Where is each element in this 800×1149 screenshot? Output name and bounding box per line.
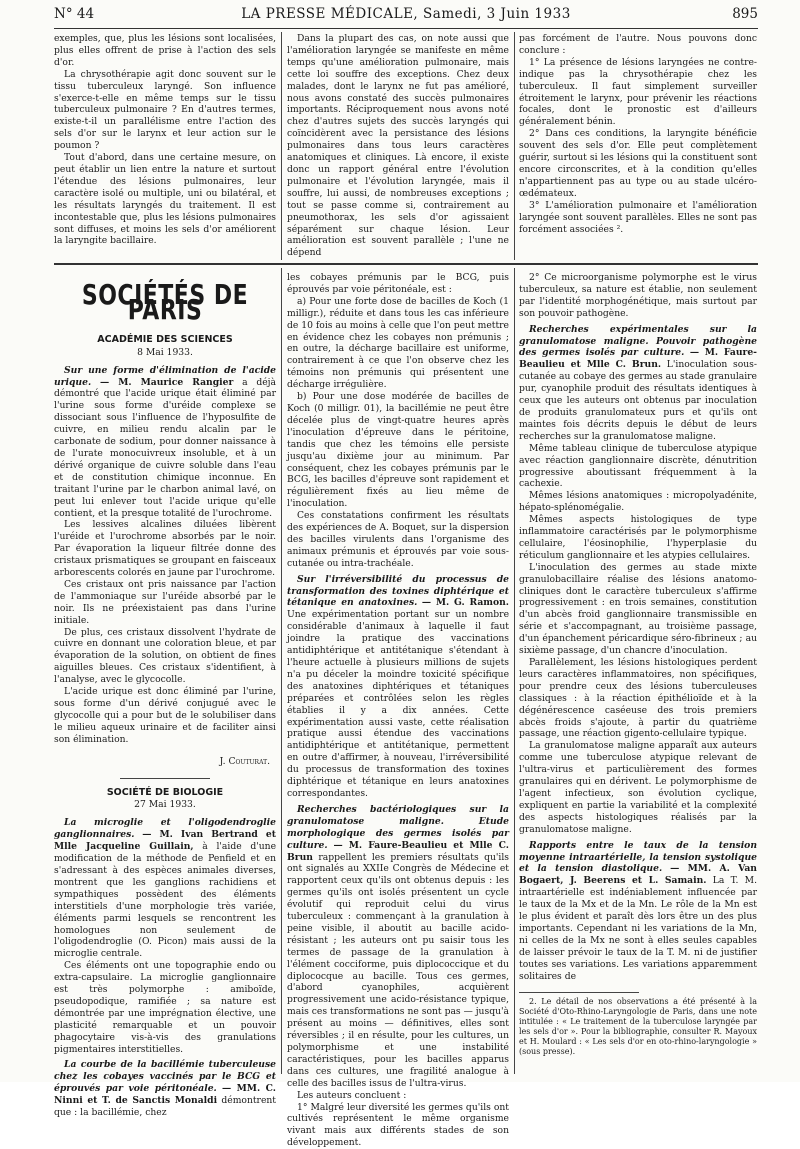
- issue-number: N° 44: [54, 6, 95, 22]
- column-divider: [281, 268, 282, 1074]
- signature: J. Couturat.: [219, 755, 270, 767]
- page-number: 895: [732, 6, 758, 22]
- paragraph: 1° Malgré leur diversité les germes qu'ils ont cultivés représentent le même organisme vivant mais aux différents stades de son développement.: [287, 1101, 509, 1149]
- top-column-3: [519, 33, 757, 258]
- header-rule: [54, 28, 758, 29]
- paragraph: Ces constatations confirment les résultats des expériences de A. Boquet, sur la dispersion des bacilles virulents dans l'organisme des animaux prémunis et éprouvés par voie sous-cutanée ou intra-trachéale.: [287, 510, 509, 569]
- article-title: Recherches expérimentales sur la granulomatose maligne. Pouvoir pathogène des germes isolés par culture.: [519, 323, 757, 359]
- societies-column-2: [287, 272, 510, 1149]
- paragraph: 1° La présence de lésions laryngées ne contre-indique pas la chrysothérapie chez les tuberculeux. Il faut simplement surveiller étroitement le larynx, pour prévenir les réactions focales, dont le pronostic est d'ailleurs généralement bénin.: [519, 56, 757, 128]
- paragraph: Parallèlement, les lésions histologiques perdent leurs caractères inflammatoires, non spécifiques, pour prendre ceux des lésions tuberculeuses classiques : à la réaction épithélioïde et à la dégénérescence caséeuse des trois premiers abcès froids s'ajoute, à partir du quatrième passage, une réaction gigento-cellulaire typique.: [519, 657, 757, 740]
- biology-title: SOCIÉTÉ DE BIOLOGIE: [106, 786, 224, 798]
- academy-date: 8 Mai 1933.: [137, 346, 193, 358]
- column-divider: [514, 32, 515, 260]
- paragraph: La chrysothérapie agit donc souvent sur le tissu tuberculeux laryngé. Son influence s'exerce-t-elle en même temps sur le tissu tuberculeux pulmonaire ? En d'autres termes, existe-t-il un parallélisme entre l'action des sels d'or sur le larynx et leur action sur le poumon ?: [54, 68, 276, 152]
- section-rule: [54, 263, 758, 265]
- article-text: a déjà démontré que l'acide urique était éliminé par l'urine sous forme d'uréide complexe se dissociant sous l'influence de l'hyposulfite de cuivre, en milieu rendu alcalin par le carbonate de sodium, pour donner naissance à de l'urate monocuivreux insoluble, et à un dérivé organique de cuivre soluble dans l'eau et de constitution chimique inconnue. En traitant l'urine par le charbon animal lavé, on peut lui enlever tout l'acide urique qu'elle contient, et la presque totalité de l'urochrome.: [54, 376, 277, 519]
- paragraph: Les auteurs concluent :: [297, 1089, 407, 1101]
- paragraph: les cobayes prémunis par le BCG, puis éprouvés par voie péritonéale, est :: [287, 272, 509, 295]
- paragraph: 2° Ce microorganisme polymorphe est le virus tuberculeux, sa nature est établie, non seulement par l'identité morphogénétique, mais surtout par son pouvoir pathogène.: [519, 272, 757, 319]
- paragraph: Mêmes aspects histologiques de type inflammatoire caractérisés par le polymorphisme cellulaire, l'éosinophilie, l'hyperplasie du réticulum ganglionnaire et les atypies cellulaires.: [519, 514, 757, 561]
- paragraph: L'inoculation des germes au stade mixte granulobacillaire réalise des lésions anatomo-cliniques dont le caractère tuberculeux s'affirme progressivement : en trois semaines, constitution d'un abcès froid ganglionnaire transmissible en série et s'accompagnant, au troisième passage, d'un épanchement péricardique séro-fibrineux ; au sixième passage, d'un chancre d'inoculation.: [519, 561, 757, 657]
- paragraph: La granulomatose maligne apparaît aux auteurs comme une tuberculose atypique relevant de l'ultra-virus et particulièrement des formes granulaires qui en dérivent. Le polymorphisme de l'agent infectieux, son évolution cyclique, expliquent en partie la variabilité et la complexité des aspects histologiques réalisés par la granulomatose maligne.: [519, 740, 757, 835]
- biology-date: 27 Mai 1933.: [134, 799, 196, 811]
- paragraph: Les lessives alcalines diluées libèrent l'uréide et l'urochrome absorbés par le noir. Par évaporation la liqueur filtrée donne des cristaux prismatiques se groupant en faisceaux arborescents colorés en jaune par l'urochrome.: [54, 519, 276, 579]
- running-header: [54, 6, 758, 28]
- article-text: La T. M. intraartérielle est indéniablement influencée par le taux de la Mx et de la Mn. Le rôle de la Mn est le plus évident et paraît dès lors être un des plus importants. Cependant ni les variations de la Mn, ni celles de la Mx ne sont à elles seules capables de laisser prévoir le taux de la T. M. ni de justifier toutes ses variations. Les variations apparemment solitaires de: [519, 875, 757, 982]
- article-author: — M. Maurice Rangier: [99, 376, 234, 388]
- column-divider: [514, 268, 515, 1074]
- article-title: Sur l'irréversibilité du processus de transformation des toxines diphtérique et tétanique en anatoxines.: [287, 573, 509, 609]
- article-text: rappellent les premiers résultats qu'ils ont signalés au XXIIe Congrès de Médecine et rapportent ceux qu'ils ont obtenus depuis : les germes qu'ils ont isolés présentent un cycle évolutif qui reproduit celui du virus tuberculeux : commençant à la granulation à peine visible, il aboutit au bacille acido-résistant ; les auteurs ont pu saisir tous les termes de passage de la granulation à l'élément cocciforme, puis diplococcique et du diplococque au bacille. Tous ces germes, d'abord cyanophiles, acquièrent progressivement une acido-résistance typique, mais ces transformations ne sont pas — jusqu'à présent au moins — définitives, elles sont réversibles ; il en résulte, pour les cultures, un polymorphisme et une instabilité caractéristiques, pour les bacilles apparus dans ces cultures, une fragilité analogue à celle des bacilles issus de l'ultra-virus.: [287, 851, 510, 1089]
- paragraph: Ces éléments ont une topographie endo ou extra-capsulaire. La microglie ganglionnaire est très polymorphe : amiboïde, pseudopodique, ramifiée ; sa nature est démontrée par une imprégnation élective, une plasticité remarquable et un pouvoir phagocytaire vis-à-vis des granulations pigmentaires interstitielles.: [54, 960, 276, 1055]
- article-title: Recherches bactériologiques sur la granulomatose maligne. Etude morphologique des germes isolés par culture.: [287, 803, 509, 851]
- article-text: L'inoculation sous-cutanée au cobaye des germes au stade granulaire pur, cyanophile produit des résultats identiques à ceux que les auteurs ont obtenus par inoculation de produits granulomateux purs et qu'ils ont maintes fois décrits depuis le début de leurs recherches sur la granulomatose maligne.: [519, 359, 757, 442]
- divider: [120, 778, 210, 779]
- societies-column-3: [519, 272, 757, 1077]
- article-text: à l'aide d'une modification de la méthode de Penfield et en s'adressant à des espèces animales diverses, montrent que les ganglions rachidiens et sympathiques possèdent des éléments interstitiels d'une morphologie très variée, éléments parmi lesquels se rencontrent les homologues non seulement de l'oligodendroglie (O. Picon) mais aussi de la microglie centrale.: [54, 841, 277, 960]
- article-author: — M. G. Ramon.: [421, 597, 509, 609]
- paragraph: exemples, que, plus les lésions sont localisées, plus elles offrent de prise à l'action des sels d'or.: [54, 33, 276, 68]
- article-author: — MM. C. Ninni et T. de Sanctis Monaldi: [54, 1083, 276, 1107]
- section-heading: SOCIÉTÉS DE PARIS: [81, 280, 249, 327]
- article-text: démontrent que : la bacillémie, chez: [54, 1095, 276, 1119]
- article-author: — M. Faure-Beaulieu et Mlle C. Brun.: [519, 347, 757, 371]
- paragraph: De plus, ces cristaux dissolvent l'hydrate de cuivre en donnant une coloration bleue, et par évaporation de la solution, on obtient de fines aiguilles bleues. Ces cristaux s'identifient, à l'analyse, avec le glycocolle.: [54, 626, 276, 686]
- footnote-rule: [519, 992, 639, 993]
- column-divider: [281, 32, 282, 260]
- article-title: La microglie et l'oligodendroglie ganglionnaires.: [54, 817, 276, 841]
- paragraph: 2° Dans ces conditions, la laryngite bénéficie souvent des sels d'or. Elle peut complètement guérir, surtout si les lésions qui la constituent sont encore circonscrites, et à la condition qu'elles n'appartiennent pas au type ou au stade ulcéro-œdémateux.: [519, 128, 757, 199]
- academy-title: ACADÉMIE DES SCIENCES: [97, 333, 233, 345]
- paragraph: 3° L'amélioration pulmonaire et l'amélioration laryngée sont souvent parallèles. Elles ne sont pas forcément associées ².: [519, 199, 757, 235]
- article-title: La courbe de la bacillémie tuberculeuse chez les cobayes vaccinés par le BCG et éprouvés par voie péritonéale.: [54, 1059, 276, 1095]
- article-author: — M. Ivan Bertrand et Mlle Jacqueline Guillain,: [54, 829, 277, 853]
- paragraph: b) Pour une dose modérée de bacilles de Koch (0 milligr. 01), la bacillémie ne peut être décelée plus de vingt-quatre heures après l'inoculation d'épreuve dans le péritoine, tandis que chez les témoins elle persiste jusqu'au dixième jour au minimum. Par conséquent, chez les cobayes prémunis par le BCG, les bacilles d'épreuve sont rapidement et régulièrement fixés au lieu même de l'inoculation.: [287, 391, 509, 510]
- top-column-1: [54, 33, 276, 258]
- article-text: Une expérimentation portant sur un nombre considérable d'animaux à laquelle il faut joindre la pratique des vaccinations antidiphtérique et antitétanique s'étendant à l'heure actuelle à plusieurs millions de sujets n'a pu déceler la moindre toxicité spécifique des anatoxines diphtériques et tétaniques préparées et contrôlées selon les règles établies il y a dix années. Cette expérimentation aussi vaste, cette réalisation pratique aussi étendue des vaccinations antidiphtérique et antitétanique, permettent en outre d'affirmer, à nouveau, l'irréversibilité du processus de transformation des toxines diphtérique et tétanique en leurs anatoxines correspondantes.: [287, 609, 509, 799]
- article-author: — M. Faure-Beaulieu et Mlle C. Brun: [287, 839, 509, 863]
- top-column-2: [287, 33, 509, 258]
- article-title: Rapports entre le taux de la tension moyenne intraartérielle, la tension systolique et la tension diastolique.: [519, 839, 757, 875]
- paragraph: Mêmes lésions anatomiques : micropolyadénite, hépato-splénomégalie.: [519, 490, 757, 514]
- paragraph: Tout d'abord, dans une certaine mesure, on peut établir un lien entre la nature et surtout l'étendue des lésions pulmonaires, leur caractère isolé ou multiple, uni ou bilatéral, et les résultats laryngés du traitement. Il est incontestable que, plus les lésions pulmonaires sont diffuses, et moins les sels d'or améliorent la laryngite bacillaire.: [54, 152, 276, 247]
- journal-title: LA PRESSE MÉDICALE, Samedi, 3 Juin 1933: [241, 6, 571, 22]
- paragraph: Même tableau clinique de tuberculose atypique avec réaction ganglionnaire discrète, dénutrition progressive aboutissant fréquemment à la cachexie.: [519, 442, 757, 490]
- paragraph: a) Pour une forte dose de bacilles de Koch (1 milligr.), réduite et dans tous les cas inférieure de 10 fois au moins à celle que l'on peut mettre en évidence chez les cobayes non prémunis ; en outre, la décharge bacillaire est uniforme, contrairement à ce que l'on observe chez les témoins non prémunis qui présentent une décharge irrégulière.: [287, 295, 509, 391]
- article-title: Sur une forme d'élimination de l'acide urique.: [54, 364, 276, 388]
- paragraph: pas forcément de l'autre. Nous pouvons donc conclure :: [519, 33, 757, 56]
- paragraph: L'acide urique est donc éliminé par l'urine, sous forme d'un dérivé conjugué avec le glycocolle qui a pour but de le solubiliser dans le milieu aqueux urinaire et de faciliter ainsi son élimination.: [54, 686, 276, 745]
- article-author: — MM. A. Van Bogaert, J. Beerens et L. Samain.: [519, 863, 757, 887]
- societies-column-1: [54, 272, 277, 1119]
- paragraph: Dans la plupart des cas, on note aussi que l'amélioration laryngée se manifeste en même temps qu'une amélioration pulmonaire, mais cette loi souffre des exceptions. Chez deux malades, dont le larynx ne fut pas amélioré, nous avons constaté des succès pulmonaires importants. Réciproquement nous avons noté chez d'autres sujets des succès laryngés qui coïncidèrent avec la persistance des lésions pulmonaires dans tous leurs caractères anatomiques et cliniques. Là encore, il existe donc un rapport général entre l'évolution pulmonaire et l'évolution laryngée, mais il souffre, lui aussi, de nombreuses exceptions ; tout se passe comme si, contrairement au pneumothorax, les sels d'or agissaient séparément sur chaque lésion. Leur amélioration est souvent parallèle ; l'une ne dépend: [287, 33, 509, 259]
- footnote: 2. Le détail de nos observations a été présenté à la Société d'Oto-Rhino-Laryngologie de Paris, dans une note intitulée : « Le traitement de la tuberculose laryngée par les sels d'or ». Pour la bibliographie, consulter R. Mayoux et H. Moulard : « Les sels d'or en oto-rhino-laryngologie » (sous presse).: [519, 997, 757, 1057]
- paragraph: Ces cristaux ont pris naissance par l'action de l'ammoniaque sur l'uréide absorbé par le noir. Ils ne préexistaient pas dans l'urine initiale.: [54, 578, 276, 626]
